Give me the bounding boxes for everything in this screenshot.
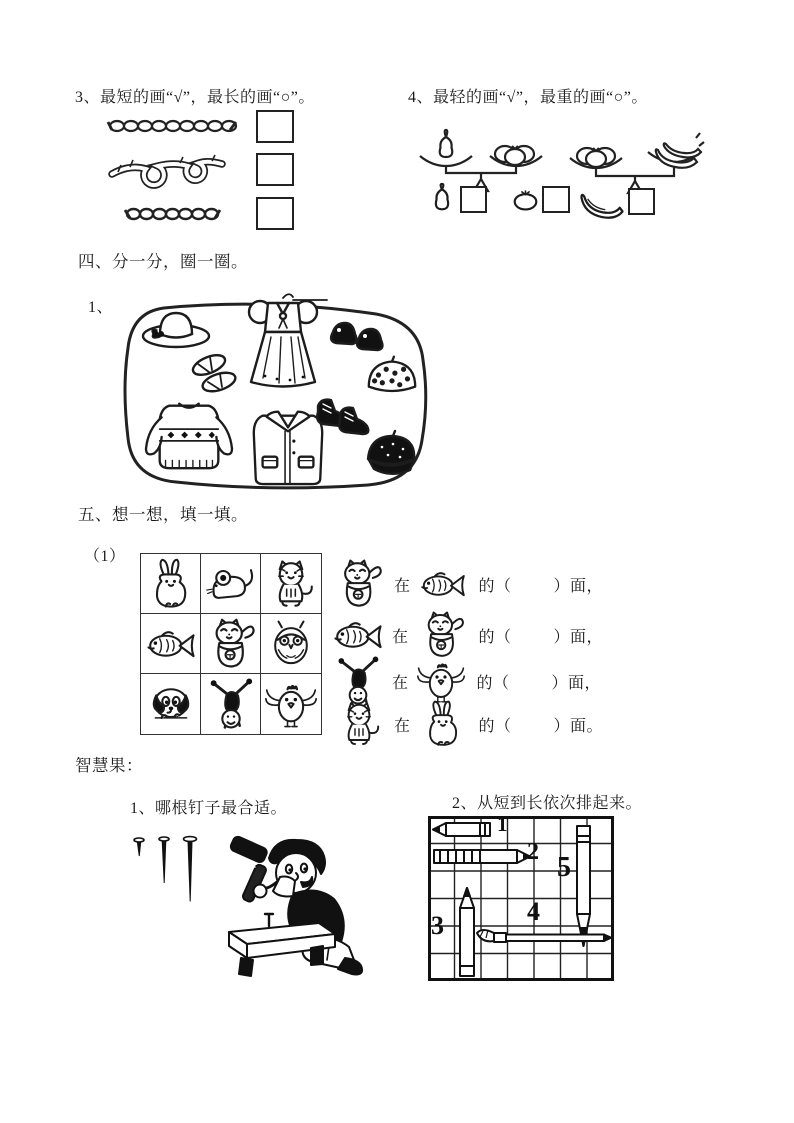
bench-nail bbox=[265, 914, 273, 926]
grid-cell bbox=[201, 614, 261, 674]
order-number-3: 3 bbox=[431, 911, 444, 940]
order-number-2: 2 bbox=[527, 839, 539, 865]
bananas-icon bbox=[656, 133, 704, 168]
tiger-icon bbox=[265, 558, 317, 610]
owl-icon bbox=[266, 619, 316, 669]
cap-icon bbox=[360, 427, 422, 481]
paint-brush-icon bbox=[477, 930, 611, 942]
sentence-row bbox=[332, 656, 601, 706]
scale-tomatoes-vs-bananas bbox=[570, 133, 704, 193]
word-zai: 在 bbox=[394, 577, 411, 595]
sentence-text: 的（ bbox=[478, 628, 512, 646]
sentence-text: ）面， bbox=[553, 628, 604, 646]
question-3-title: 3、最短的画“√”，最长的画“○”。 bbox=[75, 89, 315, 106]
long-pencil-icon bbox=[434, 850, 530, 863]
answer-box[interactable] bbox=[628, 188, 655, 215]
tomatoes-icon bbox=[495, 146, 534, 165]
question-4-title: 4、最轻的画“√”，最重的画“○”。 bbox=[408, 89, 648, 106]
dress-icon bbox=[237, 290, 329, 390]
grid-cell bbox=[261, 674, 321, 734]
monkey-icon bbox=[205, 678, 257, 730]
short-pencil-icon bbox=[433, 823, 490, 836]
sub-item-label: （1） bbox=[84, 548, 126, 565]
long-nail-icon bbox=[184, 837, 197, 902]
short-nail-icon bbox=[134, 838, 144, 856]
answer-box[interactable] bbox=[460, 186, 487, 213]
word-zai: 在 bbox=[392, 628, 409, 646]
tiger-icon bbox=[332, 700, 386, 748]
sentence-row bbox=[332, 612, 603, 658]
sentence-text: 的（ bbox=[478, 717, 512, 735]
answer-box[interactable] bbox=[256, 197, 294, 230]
rope-knotted-icon bbox=[112, 155, 222, 185]
grid-cell bbox=[141, 614, 201, 674]
word-zai: 在 bbox=[392, 674, 409, 692]
monkey-icon bbox=[332, 656, 384, 706]
wisdom-q1-title: 1、哪根钉子最合适。 bbox=[130, 800, 288, 817]
sweater-icon bbox=[139, 392, 239, 478]
answer-blank[interactable] bbox=[512, 626, 554, 644]
fish-icon bbox=[145, 624, 197, 664]
answer-box[interactable] bbox=[256, 110, 294, 143]
tomatoes-icon bbox=[577, 148, 615, 167]
grid-cell bbox=[261, 614, 321, 674]
grid-cell bbox=[201, 674, 261, 734]
leather-shoes-icon bbox=[325, 310, 389, 352]
fish-icon bbox=[332, 617, 384, 653]
order-number-5: 5 bbox=[557, 852, 571, 883]
answer-blank[interactable] bbox=[510, 672, 552, 690]
animal-grid bbox=[140, 553, 322, 735]
vertical-pencil-icon bbox=[460, 888, 474, 976]
grid-cell bbox=[261, 554, 321, 614]
order-number-1: 1 bbox=[497, 812, 508, 836]
sentence-text: ）面。 bbox=[553, 717, 604, 735]
answer-box[interactable] bbox=[256, 153, 294, 186]
sentence-row bbox=[332, 558, 603, 610]
tomato-icon bbox=[512, 189, 539, 211]
grid-cell bbox=[201, 554, 261, 614]
pear-icon bbox=[430, 183, 454, 212]
section-4-title: 四、分一分，圈一圈。 bbox=[78, 252, 248, 271]
boy-hammering-figure bbox=[205, 836, 370, 992]
rope-short-icon bbox=[125, 209, 220, 219]
scale-pear-vs-tomatoes bbox=[420, 130, 542, 191]
section-5-title: 五、想一想，填一填。 bbox=[78, 505, 248, 524]
lucky-cat-icon bbox=[417, 610, 467, 660]
item-1-label: 1、 bbox=[88, 299, 114, 316]
rooster-icon bbox=[417, 657, 465, 705]
sandals-icon bbox=[188, 350, 242, 396]
sentence-text: 的（ bbox=[476, 674, 510, 692]
answer-blank[interactable] bbox=[512, 715, 554, 733]
sentence-text: ）面， bbox=[551, 674, 602, 692]
dog-icon bbox=[145, 678, 197, 730]
pen-icon bbox=[577, 826, 590, 946]
medium-nail-icon bbox=[159, 837, 169, 883]
rabbit-icon bbox=[145, 558, 197, 610]
ordering-grid-figure bbox=[428, 812, 614, 981]
order-number-4: 4 bbox=[527, 897, 540, 926]
grid-cell bbox=[141, 554, 201, 614]
grid-cell bbox=[141, 674, 201, 734]
banana-icon bbox=[580, 190, 624, 218]
word-zai: 在 bbox=[394, 717, 411, 735]
pear-icon bbox=[440, 130, 453, 157]
rooster-icon bbox=[265, 678, 317, 730]
wisdom-q2-title: 2、从短到长依次排起来。 bbox=[452, 795, 643, 812]
answer-box[interactable] bbox=[542, 186, 570, 213]
fish-icon bbox=[419, 567, 467, 601]
rabbit-icon bbox=[419, 700, 467, 748]
lucky-cat-icon bbox=[332, 558, 386, 610]
sentence-text: ）面， bbox=[553, 577, 604, 595]
lucky-cat-icon bbox=[204, 617, 258, 671]
wisdom-section-title: 智慧果： bbox=[75, 756, 143, 775]
mouse-icon bbox=[205, 558, 257, 610]
answer-blank[interactable] bbox=[512, 575, 554, 593]
sun-hat-icon bbox=[140, 304, 212, 350]
rope-long-icon bbox=[108, 121, 236, 131]
sentence-text: 的（ bbox=[478, 577, 512, 595]
sentence-row bbox=[332, 700, 603, 748]
